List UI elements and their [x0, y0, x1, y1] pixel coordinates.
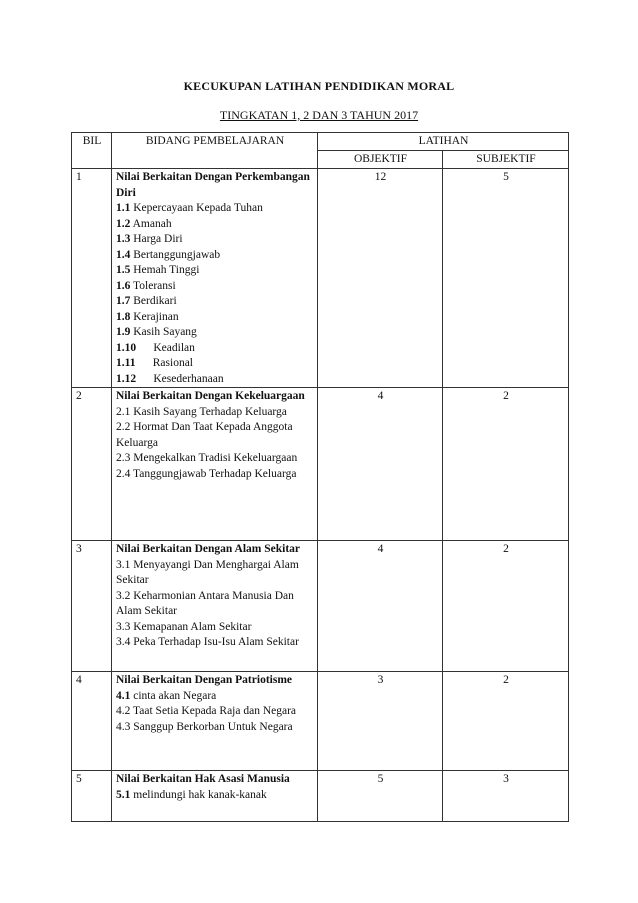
item-text: Amanah [132, 217, 172, 230]
cell-subjektif: 5 [443, 169, 569, 388]
bidang-item [116, 294, 314, 310]
bidang-item [116, 325, 314, 341]
item-text: Kemapanan Alam Sekitar [133, 620, 252, 633]
table-row [72, 169, 569, 388]
document-title: KECUKUPAN LATIHAN PENDIDIKAN MORAL [183, 79, 455, 93]
header-bidang: BIDANG PEMBELAJARAN [112, 133, 318, 169]
cell-bil: 3 [72, 541, 112, 672]
bidang-item [116, 217, 314, 233]
bidang-item [116, 372, 314, 388]
bidang-item [116, 232, 314, 248]
bidang-item [116, 467, 314, 483]
cell-objektif: 3 [318, 672, 443, 771]
bidang-item [116, 310, 314, 326]
item-number: 3.4 [116, 636, 131, 648]
cell-bidang [112, 771, 318, 822]
item-number: 1.10 [116, 341, 137, 354]
item-text: Kesederhanaan [153, 372, 224, 385]
bidang-item [116, 263, 314, 279]
item-number: 3.1 [116, 558, 131, 571]
item-text: Kasih Sayang [133, 326, 197, 338]
header-subjektif: SUBJEKTIF [443, 151, 569, 169]
item-number: 4.3 [116, 720, 131, 733]
table-body [72, 169, 569, 822]
item-number: 4.2 [116, 705, 131, 717]
item-number: 1.6 [116, 279, 131, 292]
bidang-item [116, 356, 314, 372]
table-row [72, 672, 569, 771]
bidang-item [116, 689, 314, 705]
item-number: 1.11 [116, 357, 136, 369]
table-row [72, 771, 569, 822]
document-subtitle: TINGKATAN 1, 2 DAN 3 TAHUN 2017 [219, 108, 419, 122]
item-text: Kepercayaan Kepada Tuhan [133, 202, 263, 214]
item-text: Hormat Dan Taat Kepada Anggota Keluarga [116, 421, 293, 449]
item-text: Toleransi [133, 279, 176, 292]
item-text: Kasih Sayang Terhadap Keluarga [133, 405, 287, 418]
table-header-row [72, 133, 569, 151]
bidang-heading: Nilai Berkaitan Dengan Kekeluargaan [116, 390, 305, 402]
cell-bidang [112, 388, 318, 541]
item-number: 2.1 [116, 405, 131, 418]
table-row [72, 541, 569, 672]
cell-bil: 2 [72, 388, 112, 541]
bidang-heading: Nilai Berkaitan Dengan Alam Sekitar [116, 543, 301, 555]
item-number: 1.4 [116, 248, 131, 261]
cell-bidang [112, 672, 318, 771]
cell-subjektif: 2 [443, 672, 569, 771]
item-number: 2.3 [116, 452, 131, 464]
item-number: 1.1 [116, 202, 131, 214]
item-number: 1.12 [116, 372, 137, 385]
item-text: melindungi hak kanak-kanak [133, 788, 267, 801]
bidang-heading: Nilai Berkaitan Hak Asasi Manusia [116, 773, 290, 785]
item-number: 5.1 [116, 788, 131, 801]
item-text: Mengekalkan Tradisi Kekeluargaan [133, 452, 298, 464]
cell-bidang [112, 541, 318, 672]
bidang-item [116, 558, 314, 589]
item-text: Sanggup Berkorban Untuk Negara [133, 720, 293, 733]
bidang-item [116, 589, 314, 620]
bidang-heading: Nilai Berkaitan Dengan Perkembangan Diri [116, 171, 310, 199]
item-number: 1.8 [116, 310, 131, 323]
item-text: Peka Terhadap Isu-Isu Alam Sekitar [133, 636, 299, 648]
bidang-item [116, 704, 314, 720]
item-number: 1.7 [116, 295, 131, 307]
item-text: Taat Setia Kepada Raja dan Negara [133, 705, 297, 717]
item-number: 1.3 [116, 233, 131, 245]
bidang-item [116, 720, 314, 736]
cell-objektif: 4 [318, 388, 443, 541]
bidang-item [116, 420, 314, 451]
bidang-item [116, 279, 314, 295]
header-bil: BIL [72, 133, 112, 169]
item-text: Bertanggungjawab [133, 248, 221, 261]
bidang-item [116, 201, 314, 217]
bidang-heading: Nilai Berkaitan Dengan Patriotisme [116, 674, 292, 686]
cell-objektif: 5 [318, 771, 443, 822]
item-number: 1.5 [116, 264, 131, 276]
cell-subjektif: 2 [443, 388, 569, 541]
item-text: Keharmonian Antara Manusia Dan Alam Sekitar [116, 589, 294, 617]
cell-subjektif: 3 [443, 771, 569, 822]
header-objektif: OBJEKTIF [318, 151, 443, 169]
header-latihan: LATIHAN [318, 133, 569, 151]
item-text: Rasional [152, 357, 193, 369]
cell-bil: 4 [72, 672, 112, 771]
table-row [72, 388, 569, 541]
item-number: 4.1 [116, 689, 131, 702]
bidang-item [116, 620, 314, 636]
item-number: 3.2 [116, 589, 131, 602]
cell-bidang [112, 169, 318, 388]
item-number: 1.2 [116, 217, 131, 230]
bidang-item [116, 635, 314, 651]
item-text: Menyayangi Dan Menghargai Alam Sekitar [116, 558, 299, 586]
bidang-item [116, 788, 314, 804]
item-number: 1.9 [116, 326, 131, 338]
item-text: Berdikari [133, 295, 177, 307]
bidang-item [116, 341, 314, 357]
bidang-item [116, 248, 314, 264]
item-text: Harga Diri [133, 233, 183, 245]
item-number: 2.4 [116, 467, 131, 480]
cell-objektif: 12 [318, 169, 443, 388]
item-number: 2.2 [116, 421, 131, 433]
item-number: 3.3 [116, 620, 131, 633]
cell-bil: 1 [72, 169, 112, 388]
item-text: cinta akan Negara [133, 689, 217, 702]
item-text: Tanggungjawab Terhadap Keluarga [133, 467, 297, 480]
item-text: Kerajinan [133, 310, 179, 323]
item-text: Keadilan [153, 341, 195, 354]
bidang-item [116, 451, 314, 467]
item-text: Hemah Tinggi [133, 264, 200, 276]
latihan-table [71, 132, 569, 822]
cell-objektif: 4 [318, 541, 443, 672]
bidang-item [116, 405, 314, 421]
cell-bil: 5 [72, 771, 112, 822]
cell-subjektif: 2 [443, 541, 569, 672]
